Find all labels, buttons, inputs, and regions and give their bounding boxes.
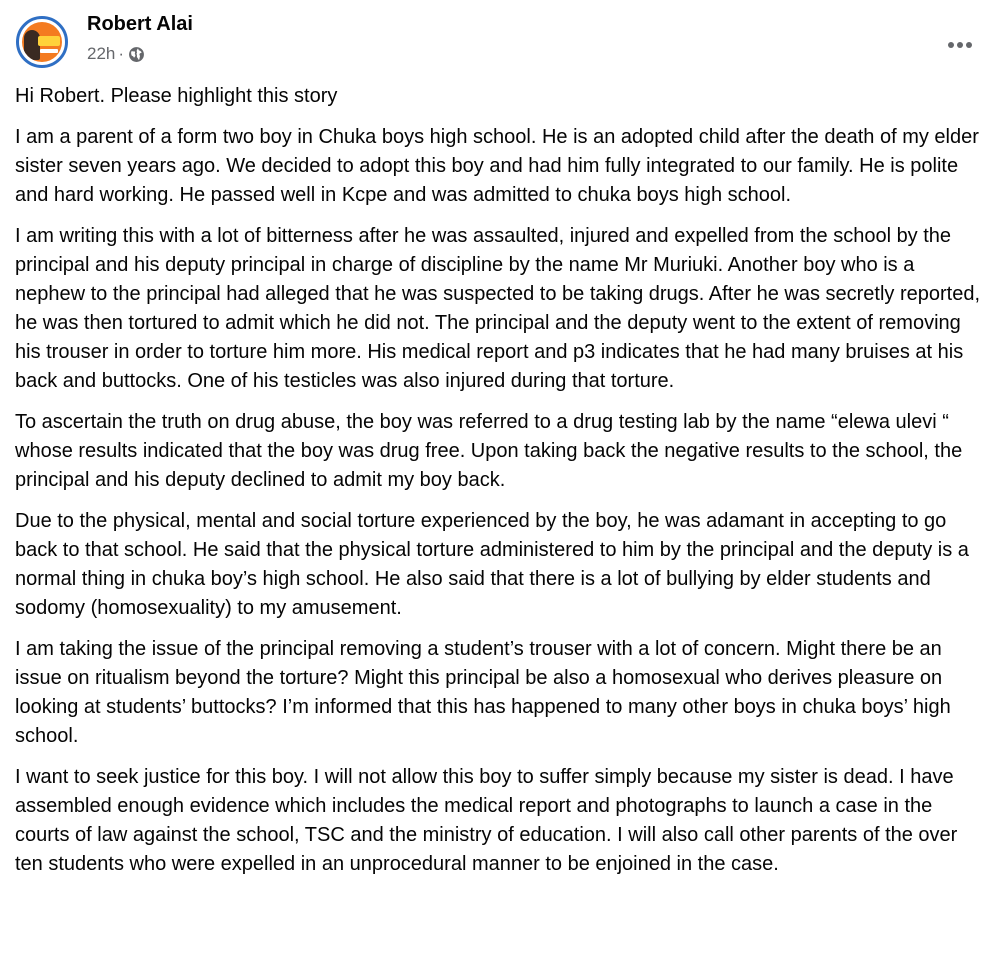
meta-separator: · — [118, 44, 125, 63]
post-paragraph: I am taking the issue of the principal removing a student’s trouser with a lot of concern. Might there be an issue on ritualism beyond the torture? Might this principal be also a homosexual who derives pleasure on looking at students’ buttocks? I’m informed that this has happened to many other boys in chuka boys’ high school. — [15, 638, 951, 747]
globe-icon[interactable] — [128, 46, 145, 63]
post-paragraph: To ascertain the truth on drug abuse, the boy was referred to a drug testing lab by the name “elewa ulevi “ whose results indicated that the boy was drug free. Upon taking back the negative results to the school, the principal and his deputy declined to admit my boy back. — [15, 411, 963, 491]
more-options-button[interactable] — [938, 22, 982, 58]
post-paragraph: I am a parent of a form two boy in Chuka boys high school. He is an adopted child after the death of my elder sister seven years ago. We decided to adopt this boy and had him fully integrated to our family. He is polite and hard working. He passed well in Kcpe and was admitted to chuka boys high school. — [15, 126, 979, 206]
post-body — [15, 82, 987, 891]
post-header — [0, 0, 1001, 80]
avatar[interactable] — [16, 16, 68, 68]
post-timestamp[interactable]: 22h — [87, 44, 116, 63]
more-horizontal-icon — [947, 36, 973, 44]
post-paragraph: Due to the physical, mental and social torture experienced by the boy, he was adamant in accepting to go back to that school. He said that the physical torture administered to him by the principal and the deputy is a normal thing in chuka boy’s high school. He also said that there is a lot of bullying by elder students and sodomy (homosexuality) to my amusement. — [15, 510, 969, 619]
post-paragraph: I am writing this with a lot of bitterness after he was assaulted, injured and expelled from the school by the principal and his deputy principal in charge of discipline by the name Mr Muriuki. Another boy who is a nephew to the principal had alleged that he was suspected to be taking drugs. After he was secretly reported, he was then tortured to admit which he did not. The principal and the deputy went to the extent of removing his trouser in order to torture him more. His medical report and p3 indicates that he had many bruises at his back and buttocks. One of his testicles was also injured during that torture. — [15, 225, 981, 392]
post-paragraph: I want to seek justice for this boy. I will not allow this boy to suffer simply because my sister is dead. I have assembled enough evidence which includes the medical report and photographs to launch a case in the courts of law against the school, TSC and the ministry of education. I will also call other parents of the over ten students who were expelled in an unprocedural manner to be enjoined in the case. — [15, 766, 958, 875]
avatar-logo-stripe — [40, 49, 58, 53]
avatar-image — [22, 22, 62, 62]
post-paragraph: Hi Robert. Please highlight this story — [15, 85, 338, 107]
avatar-logo-shape — [38, 36, 60, 46]
post-meta — [87, 44, 145, 64]
author-name[interactable]: Robert Alai — [87, 13, 193, 35]
